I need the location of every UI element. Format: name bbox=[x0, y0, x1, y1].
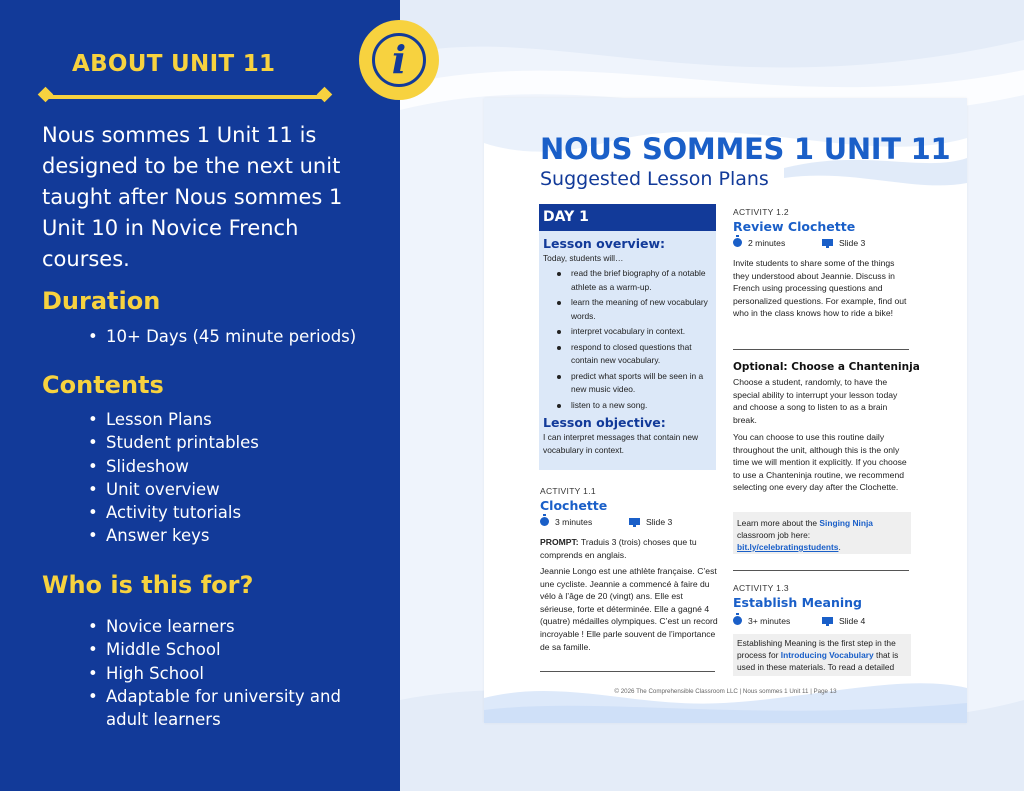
list-item: learn the meaning of new vocabulary words. bbox=[543, 296, 712, 323]
about-title: ABOUT UNIT 11 bbox=[72, 51, 276, 77]
list-item: • 10+ Days (45 minute periods) bbox=[88, 325, 356, 348]
list-item: • Activity tutorials bbox=[88, 501, 259, 524]
timer-icon bbox=[540, 517, 549, 526]
list-item: listen to a new song. bbox=[543, 399, 712, 413]
section-divider bbox=[733, 349, 909, 350]
optional-text: You can choose to use this routine daily throughout the unit, although this is the only time we will mention it explicitly. If you choose to use a Chanteninja routine, we recommend selecting one every day after the Clochette. bbox=[733, 432, 907, 493]
duration-heading: Duration bbox=[42, 287, 161, 315]
info-callout: Establishing Meaning is the first step in the process for Introducing Vocabulary that is used in these materials. To read a detailed bbox=[733, 634, 911, 676]
section-divider bbox=[540, 671, 715, 672]
activity-title: Review Clochette bbox=[733, 219, 856, 234]
list-item: • Adaptable for university and adult learners bbox=[88, 685, 348, 732]
list-item: • Novice learners bbox=[88, 615, 348, 638]
day-header: DAY 1 bbox=[539, 204, 716, 231]
list-item: • Student printables bbox=[88, 431, 259, 454]
overview-heading: Lesson overview: bbox=[543, 236, 665, 251]
list-item: read the brief biography of a notable athlete as a warm-up. bbox=[543, 267, 712, 294]
slide-icon bbox=[629, 518, 640, 525]
timer-icon bbox=[733, 616, 742, 625]
list-item: respond to closed questions that contain new vocabulary. bbox=[543, 341, 712, 368]
duration-list bbox=[88, 325, 356, 348]
list-item: • High School bbox=[88, 662, 348, 685]
activity-label: ACTIVITY 1.3 bbox=[733, 583, 789, 593]
objective-text: I can interpret messages that contain new vocabulary in context. bbox=[543, 432, 699, 455]
doc-title: NOUS SOMMES 1 UNIT 11 bbox=[540, 132, 951, 166]
list-item: • Answer keys bbox=[88, 524, 259, 547]
activity-passage: Jeannie Longo est une athlète française. C’est une cycliste. Jeannie a commencé à faire du vélo à l’âge de 20 (vingt) ans. Elle est sérieuse, forte et déterminée. Elle a gagné 4 (quatre) médailles olympiques. C’est un record incroyable ! Elle parle souvent de l’importance de sa famille. bbox=[540, 566, 718, 652]
list-item: interpret vocabulary in context. bbox=[543, 325, 712, 339]
info-callout: Learn more about the Singing Ninja classroom job here: bit.ly/celebratingstudents. bbox=[733, 512, 911, 554]
overview-list bbox=[543, 267, 712, 412]
slide-icon bbox=[822, 239, 833, 246]
activity-title: Establish Meaning bbox=[733, 595, 862, 610]
slide-icon bbox=[822, 617, 833, 624]
contents-list bbox=[88, 408, 259, 548]
audience-heading: Who is this for? bbox=[42, 571, 254, 599]
contents-heading: Contents bbox=[42, 371, 164, 399]
about-panel bbox=[0, 0, 400, 791]
doc-subtitle: Suggested Lesson Plans bbox=[540, 168, 769, 190]
activity-slide: Slide 3 bbox=[822, 238, 865, 248]
page-footer: © 2026 The Comprehensible Classroom LLC | Nous sommes 1 Unit 11 | Page 13 bbox=[614, 688, 837, 695]
link-url[interactable]: bit.ly/celebratingstudents bbox=[737, 542, 839, 552]
activity-prompt: PROMPT: Traduis 3 (trois) choses que tu comprends en anglais. bbox=[540, 537, 697, 560]
list-item: • Lesson Plans bbox=[88, 408, 259, 431]
activity-label: ACTIVITY 1.1 bbox=[540, 486, 596, 496]
optional-text: Choose a student, randomly, to have the special ability to interrupt your lesson today and choose a song to listen to as a brain break. bbox=[733, 377, 898, 425]
activity-label: ACTIVITY 1.2 bbox=[733, 207, 789, 217]
activity-time: 2 minutes bbox=[733, 238, 785, 248]
lesson-plan-page bbox=[484, 98, 967, 723]
section-divider bbox=[733, 570, 909, 571]
lesson-overview-box bbox=[539, 231, 716, 470]
overview-intro: Today, students will… bbox=[543, 253, 624, 263]
list-item: predict what sports will be seen in a new music video. bbox=[543, 370, 712, 397]
list-item: • Middle School bbox=[88, 638, 348, 661]
list-item: • Unit overview bbox=[88, 478, 259, 501]
list-item: • Slideshow bbox=[88, 455, 259, 478]
audience-list bbox=[88, 615, 348, 731]
objective-heading: Lesson objective: bbox=[543, 415, 666, 430]
activity-time: 3+ minutes bbox=[733, 616, 790, 626]
timer-icon bbox=[733, 238, 742, 247]
activity-slide: Slide 4 bbox=[822, 616, 865, 626]
link-text[interactable]: Singing Ninja bbox=[819, 518, 873, 528]
link-text[interactable]: Introducing Vocabulary bbox=[780, 650, 874, 660]
unit-intro: Nous sommes 1 Unit 11 is designed to be the next unit taught after Nous sommes 1 Unit 10 in Novice French courses. bbox=[42, 123, 343, 271]
activity-title: Clochette bbox=[540, 498, 608, 513]
info-icon: i bbox=[359, 20, 439, 100]
activity-time: 3 minutes bbox=[540, 517, 592, 527]
optional-heading: Optional: Choose a Chanteninja bbox=[733, 361, 920, 373]
activity-text: Invite students to share some of the things they understood about Jeannie. Discuss in French using processing questions and personalized questions. For example, find out who in the class knows how to ride a bike! bbox=[733, 258, 907, 319]
title-divider bbox=[44, 95, 326, 99]
activity-slide: Slide 3 bbox=[629, 517, 672, 527]
